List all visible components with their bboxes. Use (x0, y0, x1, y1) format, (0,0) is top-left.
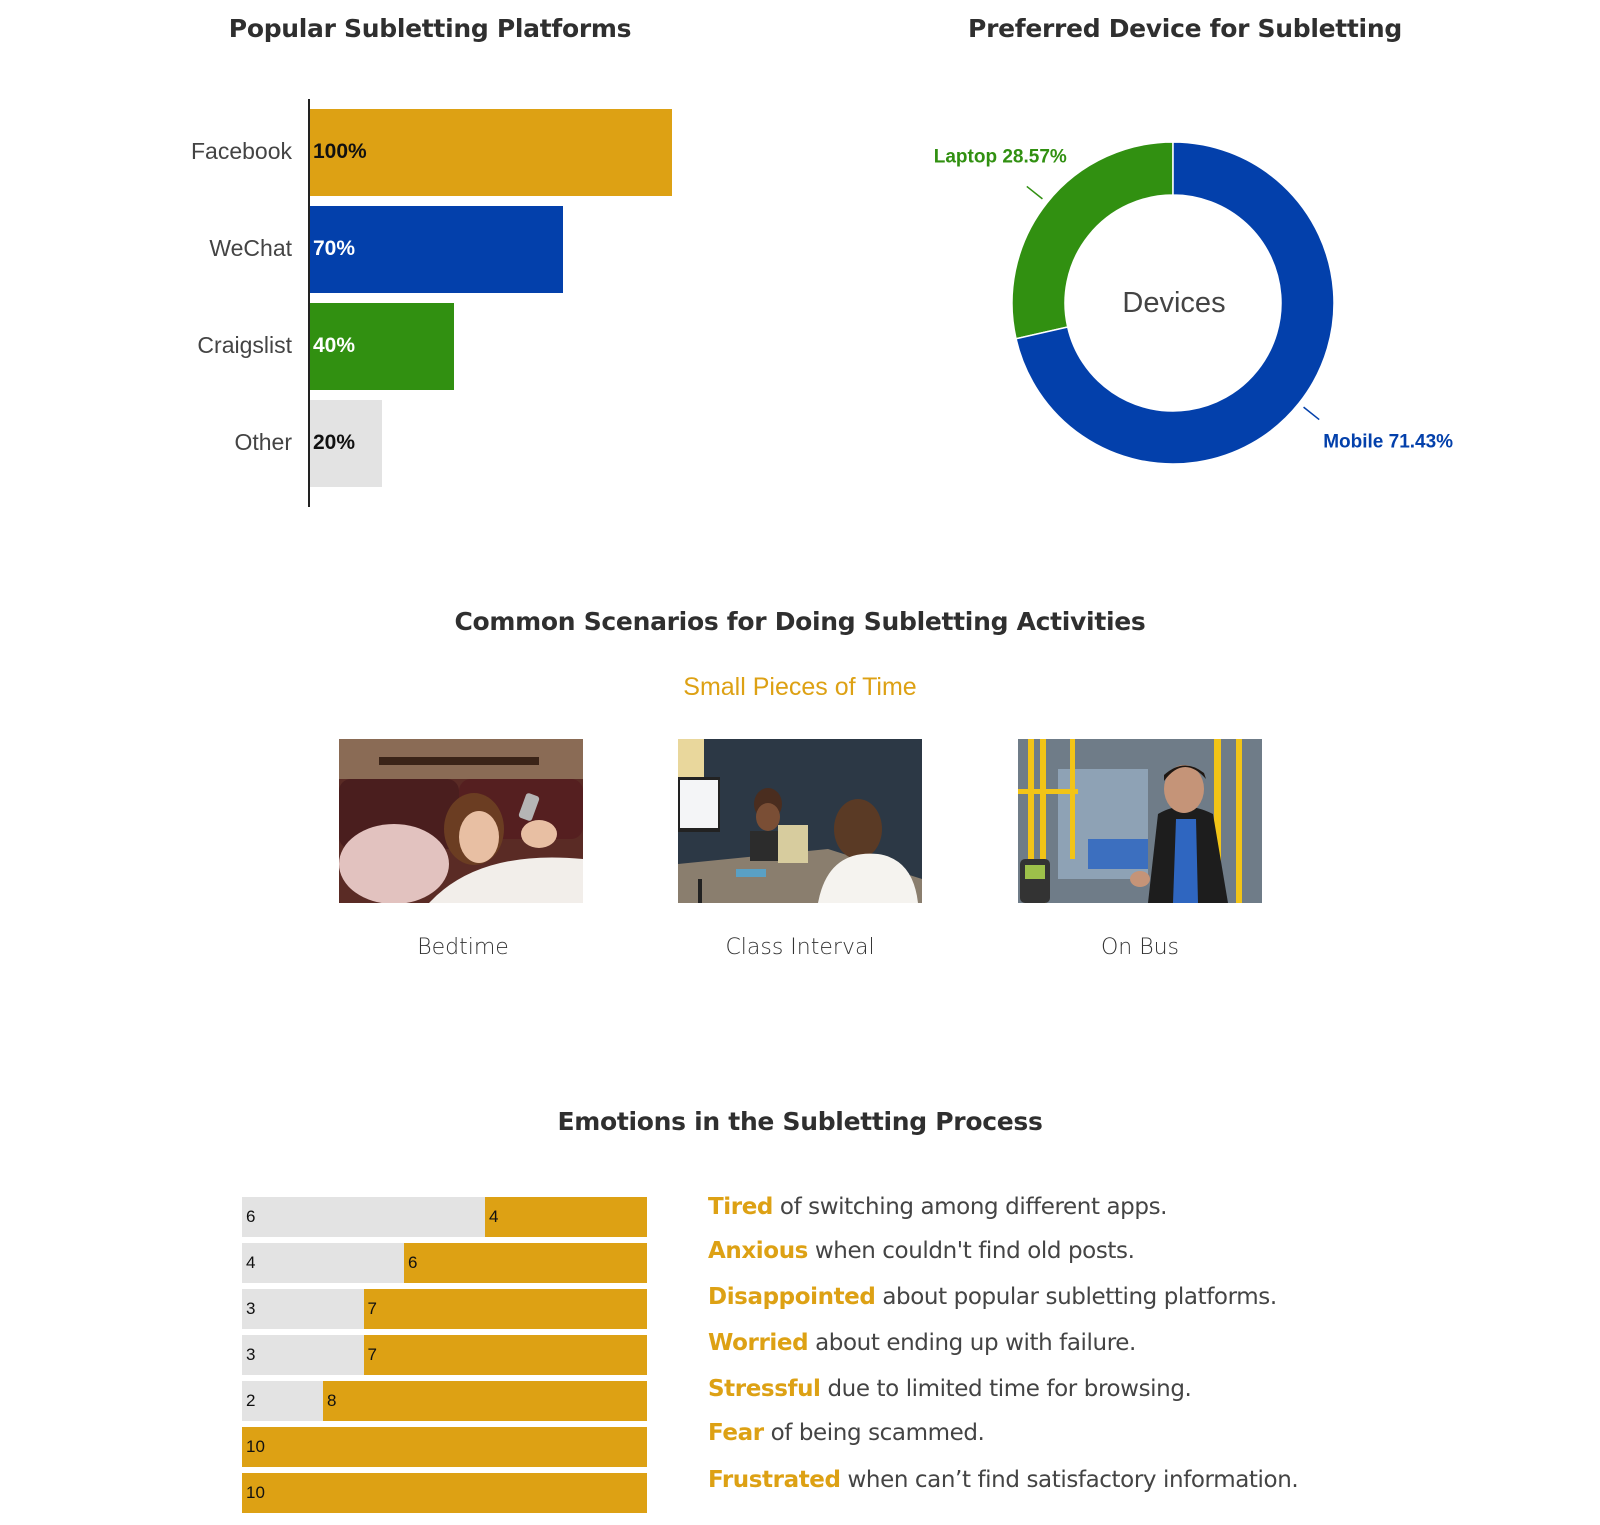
emotion-description (708, 1330, 1136, 1356)
emotion-detail: about ending up with failure. (808, 1330, 1136, 1356)
platform-label-wechat: WeChat (209, 235, 292, 261)
emotion-bar-segment (242, 1289, 364, 1329)
emotion-bar-value: 3 (246, 1299, 256, 1318)
emotion-bar-segment (242, 1243, 404, 1283)
donut-center-label: Devices (1122, 287, 1226, 319)
emotions-title: Emotions in the Subletting Process (557, 1107, 1043, 1136)
scenarios-subtitle: Small Pieces of Time (683, 673, 917, 701)
donut-label-mobile: Mobile 71.43% (1323, 431, 1454, 453)
emotion-bar-segment (242, 1197, 485, 1237)
scenario-caption-class-interval: Class Interval (725, 935, 875, 960)
platform-label-craigslist: Craigslist (197, 332, 292, 358)
bedtime-photo (339, 739, 583, 903)
scenarios-title: Common Scenarios for Doing Subletting Activities (454, 607, 1146, 636)
emotion-bar-row-worried (242, 1335, 647, 1375)
emotion-bar-value: 10 (246, 1437, 265, 1456)
emotion-word: Frustrated (708, 1467, 841, 1493)
emotion-detail: of switching among different apps. (772, 1194, 1168, 1220)
platforms-y-axis (308, 99, 310, 507)
platform-label-other: Other (234, 429, 292, 455)
platform-label-facebook: Facebook (190, 138, 292, 164)
emotion-description (708, 1467, 1298, 1493)
emotion-bar-segment (404, 1243, 647, 1283)
emotion-bar-value: 7 (367, 1299, 377, 1318)
emotion-detail: of being scammed. (763, 1420, 985, 1446)
emotion-bar-row-disappointed (242, 1289, 647, 1329)
platform-value-label: 70% (313, 237, 356, 260)
emotion-bar-row-stressful (242, 1381, 647, 1421)
emotion-word: Worried (708, 1330, 809, 1356)
emotion-bar-value: 4 (489, 1207, 499, 1226)
emotion-bar-value: 6 (246, 1207, 256, 1226)
emotion-word: Anxious (708, 1238, 808, 1264)
emotion-detail: about popular subletting platforms. (875, 1284, 1277, 1310)
emotion-bar-segment (242, 1427, 647, 1467)
donut-leader-line-mobile (1304, 407, 1320, 419)
emotion-word: Fear (708, 1420, 764, 1446)
emotion-detail: when can’t find satisfactory information. (840, 1467, 1299, 1493)
emotion-bar-value: 7 (367, 1345, 377, 1364)
emotion-bar-value: 3 (246, 1345, 256, 1364)
scenario-caption-on-bus: On Bus (1100, 935, 1180, 960)
platform-value-label: 20% (313, 431, 356, 454)
emotion-word: Stressful (708, 1376, 821, 1402)
emotion-word: Tired (708, 1194, 773, 1220)
emotion-detail: when couldn't find old posts. (807, 1238, 1135, 1264)
emotion-bar-segment (485, 1197, 647, 1237)
devices-chart-title: Preferred Device for Subletting (968, 14, 1402, 43)
emotion-bar-segment (323, 1381, 647, 1421)
emotion-description (708, 1284, 1277, 1310)
emotion-bar-segment (242, 1473, 647, 1513)
devices-donut-chart (870, 80, 1470, 520)
emotion-word: Disappointed (708, 1284, 876, 1310)
emotion-bar-segment (364, 1335, 648, 1375)
donut-leader-line-laptop (1027, 186, 1043, 198)
emotion-bar-value: 2 (246, 1391, 256, 1410)
emotion-bar-value: 4 (246, 1253, 256, 1272)
emotion-description (708, 1376, 1191, 1402)
emotion-bar-row-anxious (242, 1243, 647, 1283)
platforms-chart-title: Popular Subletting Platforms (228, 14, 632, 43)
emotion-detail: due to limited time for browsing. (820, 1376, 1192, 1402)
emotion-description (708, 1420, 984, 1446)
emotion-bar-row-fear (242, 1427, 647, 1467)
platform-value-label: 40% (313, 334, 356, 357)
emotion-bar-value: 8 (327, 1391, 337, 1410)
emotion-bar-value: 10 (246, 1483, 265, 1502)
scenario-caption-bedtime: Bedtime (417, 935, 509, 960)
on-bus-photo (1018, 739, 1262, 903)
donut-label-laptop: Laptop 28.57% (933, 146, 1067, 168)
platform-value-label: 100% (313, 140, 367, 163)
emotion-bar-segment (242, 1335, 364, 1375)
emotion-bar-row-tired (242, 1197, 647, 1237)
emotion-bar-segment (364, 1289, 648, 1329)
emotion-description (708, 1194, 1167, 1220)
class-interval-photo (678, 739, 922, 903)
emotion-bar-value: 6 (408, 1253, 418, 1272)
emotion-bar-row-frustrated (242, 1473, 647, 1513)
emotion-description (708, 1238, 1135, 1264)
